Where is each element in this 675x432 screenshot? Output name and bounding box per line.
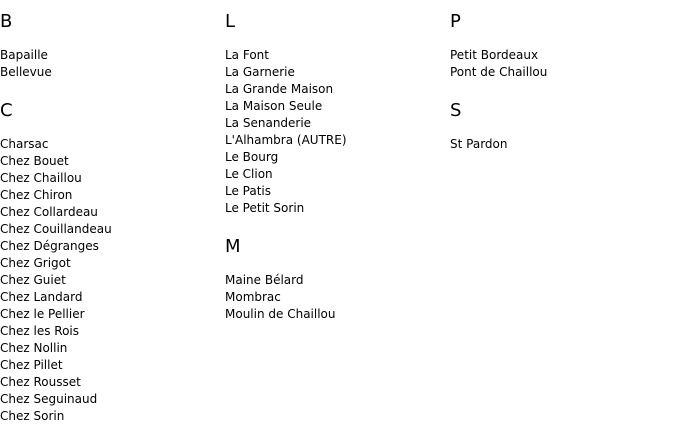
place-link[interactable]: Chez Guiet (0, 273, 66, 287)
list-item (0, 204, 220, 221)
list-item (0, 187, 220, 204)
list-item (225, 64, 445, 81)
place-link[interactable]: Chez Rousset (0, 375, 81, 389)
place-link[interactable]: Le Clion (225, 167, 273, 181)
index-column-2 (225, 0, 445, 323)
list-item (0, 357, 220, 374)
list-item (0, 289, 220, 306)
list-item (450, 64, 670, 81)
list-item (225, 289, 445, 306)
place-link[interactable]: Chez Chiron (0, 188, 73, 202)
place-link[interactable]: Le Patis (225, 184, 272, 198)
place-link[interactable]: Chez Dégranges (0, 239, 99, 253)
list-item (225, 115, 445, 132)
list-item (0, 340, 220, 357)
list-item (0, 238, 220, 255)
place-link[interactable]: Chez Sorin (0, 409, 65, 423)
place-link[interactable]: Chez Couillandeau (0, 222, 112, 236)
list-item (0, 255, 220, 272)
index-column-1 (0, 0, 220, 425)
place-link[interactable]: Chez Chaillou (0, 171, 82, 185)
list-item (225, 306, 445, 323)
place-link[interactable]: La Maison Seule (225, 99, 323, 113)
place-link[interactable]: La Font (225, 48, 269, 62)
place-link[interactable]: Chez Seguinaud (0, 392, 98, 406)
place-list (225, 272, 445, 323)
list-item (225, 166, 445, 183)
place-list (0, 47, 220, 81)
list-item (225, 183, 445, 200)
letter-group-s (450, 100, 670, 153)
place-link[interactable]: Petit Bordeaux (450, 48, 539, 62)
place-link[interactable]: Bellevue (0, 65, 52, 79)
list-item (225, 98, 445, 115)
letter-group-p (450, 11, 670, 81)
list-item (225, 81, 445, 98)
index-column-3 (450, 0, 670, 153)
list-item (450, 136, 670, 153)
place-link[interactable]: St Pardon (450, 137, 508, 151)
place-link[interactable]: Chez Bouet (0, 154, 69, 168)
list-item (0, 306, 220, 323)
place-link[interactable]: Chez Grigot (0, 256, 71, 270)
letter-heading: M (225, 236, 241, 257)
list-item (225, 200, 445, 217)
letter-group-m (225, 236, 445, 323)
list-item (225, 272, 445, 289)
letter-group-c (0, 100, 220, 425)
list-item (0, 221, 220, 238)
place-link[interactable]: La Senanderie (225, 116, 312, 130)
place-list (0, 136, 220, 425)
place-link[interactable]: Chez Collardeau (0, 205, 98, 219)
letter-heading: L (225, 11, 236, 32)
place-list (225, 47, 445, 217)
list-item (0, 47, 220, 64)
place-link[interactable]: La Grande Maison (225, 82, 334, 96)
place-link[interactable]: La Garnerie (225, 65, 295, 79)
list-item (0, 153, 220, 170)
letter-heading: P (450, 11, 461, 32)
list-item (0, 64, 220, 81)
place-link[interactable]: Le Bourg (225, 150, 279, 164)
place-list (450, 47, 670, 81)
place-link[interactable]: L'Alhambra (AUTRE) (225, 133, 347, 147)
place-link[interactable]: Pont de Chaillou (450, 65, 548, 79)
place-list (450, 136, 670, 153)
place-link[interactable]: Le Petit Sorin (225, 201, 305, 215)
place-link[interactable]: Bapaille (0, 48, 48, 62)
place-link[interactable]: Moulin de Chaillou (225, 307, 336, 321)
list-item (0, 391, 220, 408)
place-link[interactable]: Chez les Rois (0, 324, 79, 338)
list-item (225, 47, 445, 64)
list-item (225, 149, 445, 166)
list-item (0, 323, 220, 340)
letter-group-l (225, 11, 445, 217)
list-item (0, 272, 220, 289)
place-link[interactable]: Chez le Pellier (0, 307, 85, 321)
place-link[interactable]: Maine Bélard (225, 273, 304, 287)
list-item (225, 132, 445, 149)
place-link[interactable]: Charsac (0, 137, 49, 151)
letter-heading: S (450, 100, 462, 121)
list-item (0, 374, 220, 391)
place-link[interactable]: Chez Nollin (0, 341, 68, 355)
place-link[interactable]: Mombrac (225, 290, 281, 304)
letter-heading: C (0, 100, 13, 121)
list-item (0, 408, 220, 425)
place-link[interactable]: Chez Pillet (0, 358, 63, 372)
list-item (450, 47, 670, 64)
list-item (0, 170, 220, 187)
list-item (0, 136, 220, 153)
place-link[interactable]: Chez Landard (0, 290, 83, 304)
letter-heading: B (0, 11, 13, 32)
letter-group-b (0, 11, 220, 81)
